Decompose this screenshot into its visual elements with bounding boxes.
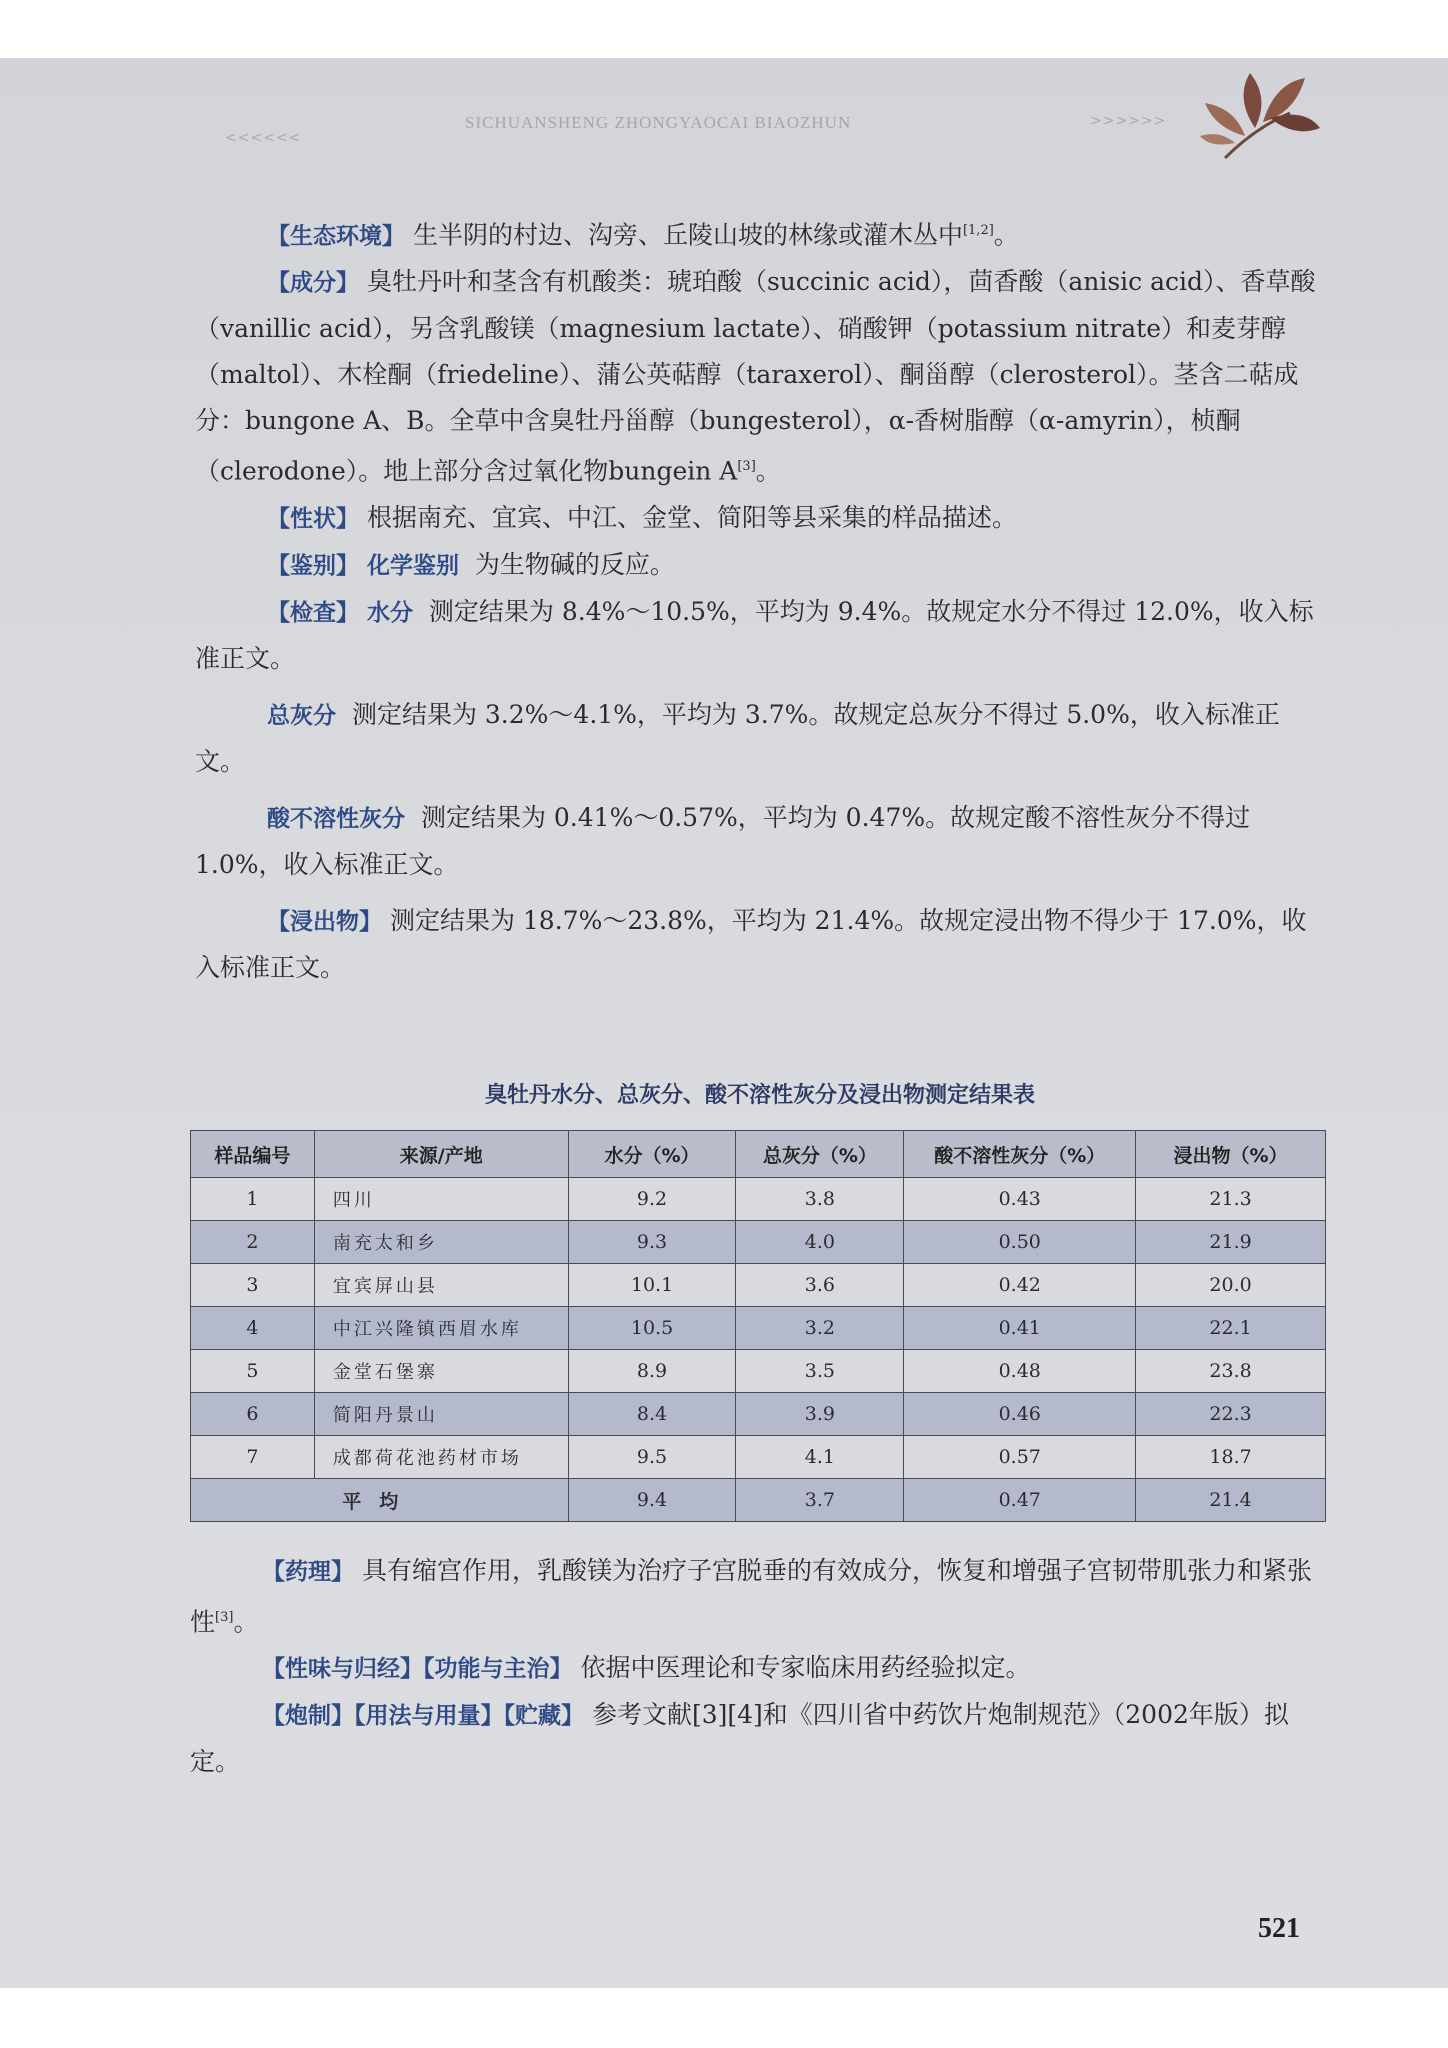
cell: 0.47 bbox=[904, 1479, 1136, 1522]
cell: 4.0 bbox=[736, 1221, 904, 1264]
cell: 5 bbox=[191, 1350, 315, 1393]
composition-ref: [3] bbox=[737, 459, 756, 475]
table-row bbox=[191, 1221, 1326, 1264]
ash-text: 测定结果为 3.2%～4.1%，平均为 3.7%。故规定总灰分不得过 5.0%，收入标准正文。 bbox=[195, 699, 1280, 776]
cell: 中江兴隆镇西眉水库 bbox=[314, 1307, 568, 1350]
inspection-tag: 【检查】 bbox=[267, 599, 359, 626]
pharmacology-end: 。 bbox=[233, 1607, 259, 1637]
identification-paragraph bbox=[195, 542, 1325, 589]
main-text bbox=[195, 208, 1325, 991]
header-source: 来源/产地 bbox=[314, 1131, 568, 1178]
ecology-end: 。 bbox=[993, 220, 1019, 250]
cell: 8.9 bbox=[568, 1350, 736, 1393]
storage-tag: 【贮藏】 bbox=[503, 1703, 584, 1730]
cell: 成都荷花池药材市场 bbox=[314, 1436, 568, 1479]
acid-ash-paragraph bbox=[195, 795, 1325, 888]
table-row bbox=[191, 1178, 1326, 1221]
header-total-ash: 总灰分（%） bbox=[736, 1131, 904, 1178]
cell: 21.3 bbox=[1136, 1178, 1326, 1221]
cell: 18.7 bbox=[1136, 1436, 1326, 1479]
cell: 9.2 bbox=[568, 1178, 736, 1221]
cell: 0.46 bbox=[904, 1393, 1136, 1436]
pharmacology-ref: [3] bbox=[215, 1610, 234, 1625]
cell: 0.50 bbox=[904, 1221, 1136, 1264]
water-text: 测定结果为 8.4%～10.5%，平均为 9.4%。故规定水分不得过 12.0%，收入标准正文。 bbox=[195, 596, 1314, 673]
cell: 22.1 bbox=[1136, 1307, 1326, 1350]
cell: 21.4 bbox=[1136, 1479, 1326, 1522]
cell: 3 bbox=[191, 1264, 315, 1307]
cell: 20.0 bbox=[1136, 1264, 1326, 1307]
cell: 0.41 bbox=[904, 1307, 1136, 1350]
cell: 宜宾屏山县 bbox=[314, 1264, 568, 1307]
book-page bbox=[0, 58, 1448, 1988]
cell: 8.4 bbox=[568, 1393, 736, 1436]
header-left-marks: <<<<<< bbox=[225, 130, 302, 146]
water-paragraph bbox=[195, 589, 1325, 682]
cell: 4 bbox=[191, 1307, 315, 1350]
character-tag: 【性状】 bbox=[267, 505, 359, 532]
processing-paragraph bbox=[190, 1692, 1330, 1785]
usage-tag: 【用法与用量】 bbox=[354, 1703, 504, 1730]
header-extract: 浸出物（%） bbox=[1136, 1131, 1326, 1178]
identification-sub: 化学鉴别 bbox=[366, 552, 459, 579]
cell: 4.1 bbox=[736, 1436, 904, 1479]
cell: 2 bbox=[191, 1221, 315, 1264]
cell: 9.4 bbox=[568, 1479, 736, 1522]
nature-text: 依据中医理论和专家临床用药经验拟定。 bbox=[580, 1653, 1031, 1683]
ash-paragraph bbox=[195, 692, 1325, 785]
acid-ash-sub: 酸不溶性灰分 bbox=[267, 805, 405, 832]
pharmacology-paragraph bbox=[190, 1548, 1330, 1645]
cell: 0.57 bbox=[904, 1436, 1136, 1479]
composition-tag: 【成分】 bbox=[267, 270, 359, 297]
ash-sub: 总灰分 bbox=[267, 702, 336, 729]
character-paragraph bbox=[195, 495, 1325, 542]
cell: 0.43 bbox=[904, 1178, 1136, 1221]
header-acid-ash: 酸不溶性灰分（%） bbox=[904, 1131, 1136, 1178]
cell: 7 bbox=[191, 1436, 315, 1479]
processing-tag: 【炮制】 bbox=[262, 1703, 354, 1730]
composition-paragraph bbox=[195, 259, 1325, 494]
cell: 9.3 bbox=[568, 1221, 736, 1264]
cell: 南充太和乡 bbox=[314, 1221, 568, 1264]
cell: 四川 bbox=[314, 1178, 568, 1221]
ecology-ref: [1,2] bbox=[962, 223, 994, 238]
cell: 6 bbox=[191, 1393, 315, 1436]
header-sample-no: 样品编号 bbox=[191, 1131, 315, 1178]
pharmacology-tag: 【药理】 bbox=[262, 1559, 354, 1585]
results-table bbox=[190, 1130, 1326, 1522]
water-sub: 水分 bbox=[366, 599, 413, 626]
cell: 21.9 bbox=[1136, 1221, 1326, 1264]
extract-text: 测定结果为 18.7%～23.8%，平均为 21.4%。故规定浸出物不得少于 17.0%，收入标准正文。 bbox=[195, 905, 1307, 982]
cell: 0.42 bbox=[904, 1264, 1136, 1307]
cell: 10.5 bbox=[568, 1307, 736, 1350]
identification-text: 为生物碱的反应。 bbox=[474, 549, 675, 579]
ecology-tag: 【生态环境】 bbox=[267, 223, 405, 250]
table-row bbox=[191, 1307, 1326, 1350]
table-average-row bbox=[191, 1479, 1326, 1522]
lower-text bbox=[190, 1548, 1330, 1785]
character-text: 根据南充、宜宾、中江、金堂、简阳等县采集的样品描述。 bbox=[366, 502, 1017, 532]
table-caption: 臭牡丹水分、总灰分、酸不溶性灰分及浸出物测定结果表 bbox=[484, 1083, 1035, 1108]
average-label: 平均 bbox=[191, 1479, 569, 1522]
header-right-marks: >>>>>> bbox=[1090, 113, 1167, 129]
table-row bbox=[191, 1436, 1326, 1479]
composition-end: 。 bbox=[755, 456, 781, 486]
cell: 10.1 bbox=[568, 1264, 736, 1307]
table-row bbox=[191, 1350, 1326, 1393]
nature-paragraph bbox=[190, 1645, 1330, 1692]
function-tag: 【功能与主治】 bbox=[423, 1656, 573, 1683]
table-header-row bbox=[191, 1131, 1326, 1178]
cell: 简阳丹景山 bbox=[314, 1393, 568, 1436]
pharmacology-text: 具有缩宫作用，乳酸镁为治疗子宫脱垂的有效成分，恢复和增强子宫韧带肌张力和紧张性 bbox=[190, 1556, 1312, 1637]
cell: 3.6 bbox=[736, 1264, 904, 1307]
processing-text: 参考文献[3][4]和《四川省中药饮片炮制规范》（2002年版）拟定。 bbox=[190, 1700, 1289, 1777]
header-water: 水分（%） bbox=[568, 1131, 736, 1178]
identification-tag: 【鉴别】 bbox=[267, 552, 359, 579]
cell: 3.7 bbox=[736, 1479, 904, 1522]
table-row bbox=[191, 1264, 1326, 1307]
running-head: SICHUANSHENG ZHONGYAOCAI BIAOZHUN bbox=[465, 113, 852, 132]
cell: 23.8 bbox=[1136, 1350, 1326, 1393]
acid-ash-text: 测定结果为 0.41%～0.57%，平均为 0.47%。故规定酸不溶性灰分不得过 1.0%，收入标准正文。 bbox=[195, 802, 1251, 879]
cell: 3.9 bbox=[736, 1393, 904, 1436]
cell: 金堂石堡寨 bbox=[314, 1350, 568, 1393]
cell: 3.5 bbox=[736, 1350, 904, 1393]
page-number: 521 bbox=[1258, 1913, 1300, 1944]
nature-tag: 【性味与归经】 bbox=[262, 1656, 423, 1683]
table-row bbox=[191, 1393, 1326, 1436]
cell: 1 bbox=[191, 1178, 315, 1221]
composition-text: 臭牡丹叶和茎含有机酸类：琥珀酸（succinic acid），茴香酸（anisic acid）、香草酸（vanillic acid），另含乳酸镁（magnesium lactate）、硝酸钾（potassium nitrate）和麦芽醇（maltol）、木栓酮（friedeline）、蒲公英萜醇（taraxerol）、酮甾醇（clerosterol）。茎含二萜成分：bungone A、B。全草中含臭牡丹甾醇（bungesterol），α-香树脂醇（α-amyrin），桢酮（clerodone）。地上部分含过氧化物bungein A bbox=[195, 267, 1316, 486]
cell: 0.48 bbox=[904, 1350, 1136, 1393]
extract-paragraph bbox=[195, 898, 1325, 991]
ecology-text: 生半阴的村边、沟旁、丘陵山坡的林缘或灌木丛中 bbox=[412, 220, 963, 250]
extract-tag: 【浸出物】 bbox=[267, 908, 382, 935]
leaf-logo-icon bbox=[1195, 58, 1325, 168]
cell: 3.2 bbox=[736, 1307, 904, 1350]
cell: 22.3 bbox=[1136, 1393, 1326, 1436]
cell: 3.8 bbox=[736, 1178, 904, 1221]
cell: 9.5 bbox=[568, 1436, 736, 1479]
ecology-paragraph bbox=[195, 208, 1325, 259]
